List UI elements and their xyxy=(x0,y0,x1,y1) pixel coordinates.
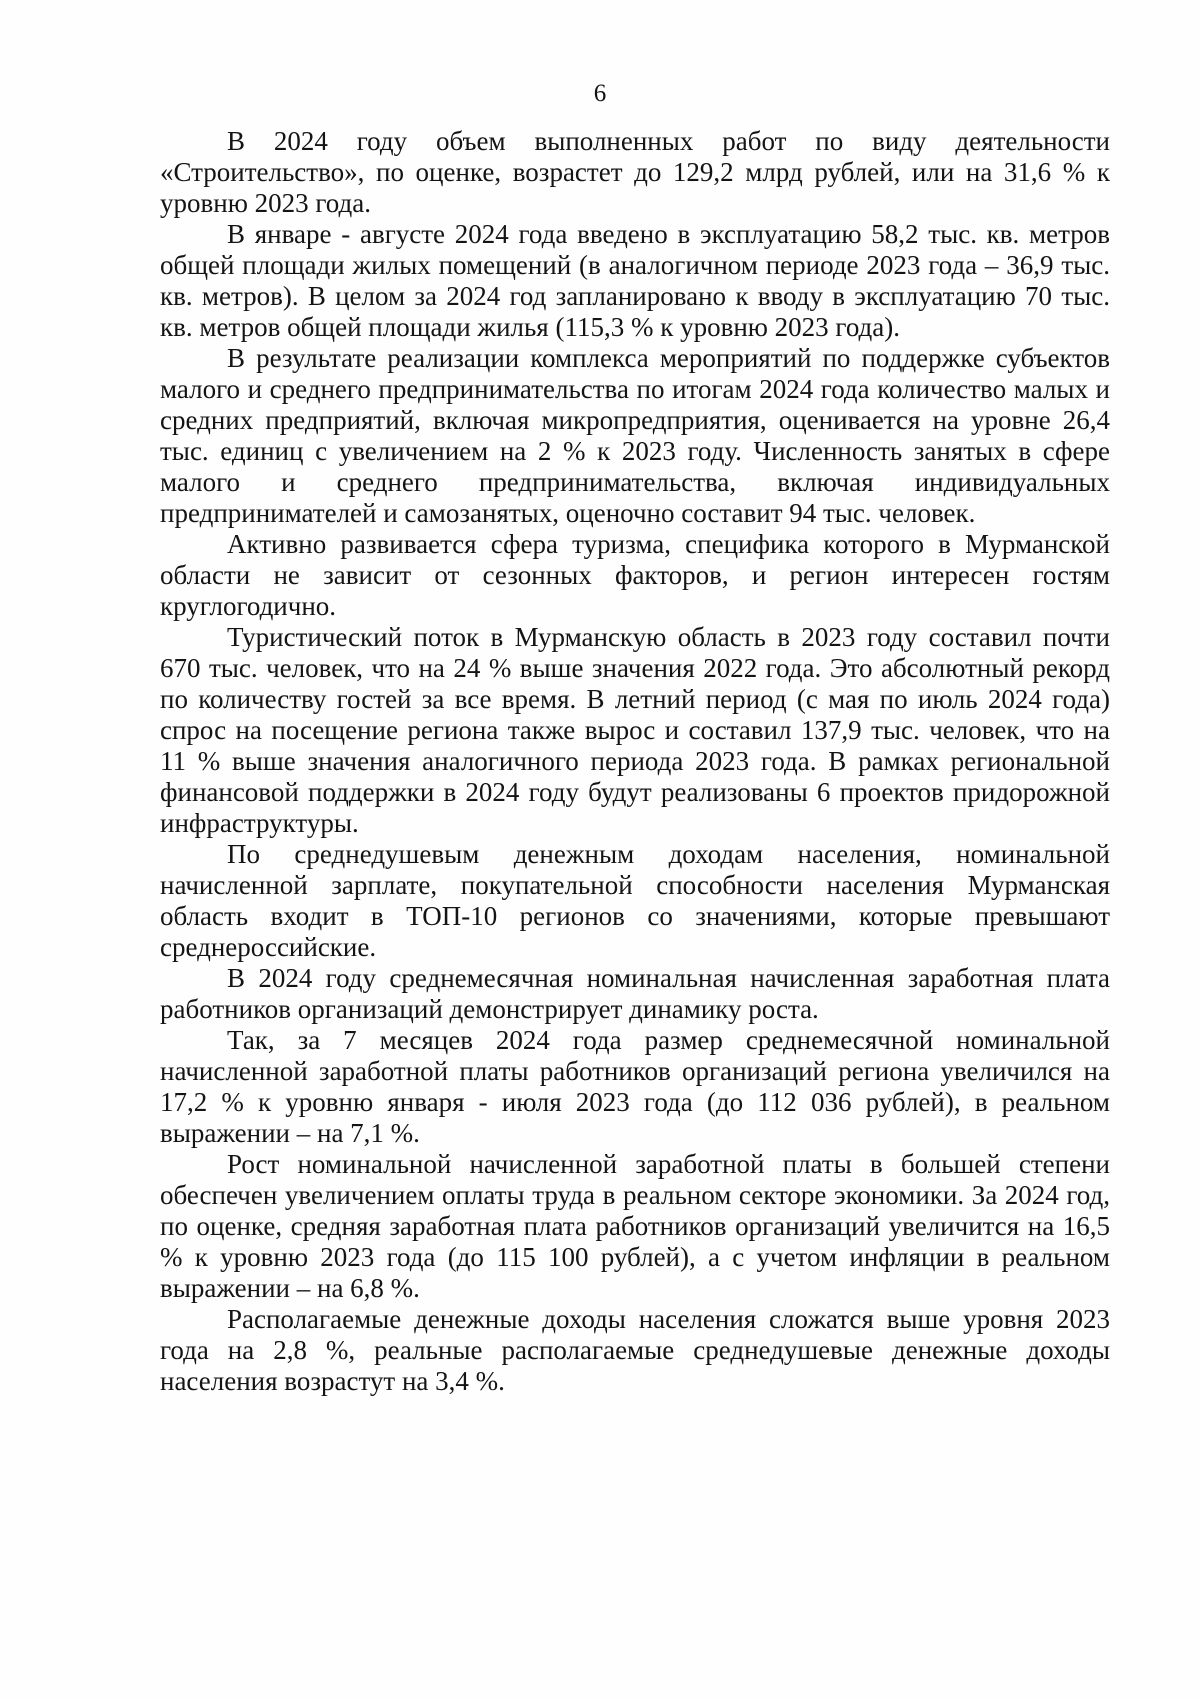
paragraph-wage-7-months: Так, за 7 месяцев 2024 года размер среднемесячной номинальной начисленной заработной платы работников организаций региона увеличился на 17,2 % к уровню января - июля 2023 года (до 112 036 рублей), в реальном выражении – на 7,1 %. xyxy=(160,1025,1110,1148)
paragraph-housing: В январе - августе 2024 года введено в эксплуатацию 58,2 тыс. кв. метров общей площади жилых помещений (в аналогичном периоде 2023 года – 36,9 тыс. кв. метров). В целом за 2024 год запланировано к вводу в эксплуатацию 70 тыс. кв. метров общей площади жилья (115,3 % к уровню 2023 года). xyxy=(160,219,1110,342)
paragraph-wage-dynamics: В 2024 году среднемесячная номинальная начисленная заработная плата работников организаций демонстрирует динамику роста. xyxy=(160,963,1110,1024)
paragraph-disposable-income: Располагаемые денежные доходы населения сложатся выше уровня 2023 года на 2,8 %, реальные располагаемые среднедушевые денежные доходы населения возрастут на 3,4 %. xyxy=(160,1304,1110,1396)
paragraph-tourism-intro: Активно развивается сфера туризма, специфика которого в Мурманской области не зависит от сезонных факторов, и регион интересен гостям круглогодично. xyxy=(160,529,1110,621)
paragraph-wage-growth: Рост номинальной начисленной заработной платы в большей степени обеспечен увеличением оплаты труда в реальном секторе экономики. За 2024 год, по оценке, средняя заработная плата работников организаций увеличится на 16,5 % к уровню 2023 года (до 115 100 рублей), а с учетом инфляции в реальном выражении – на 6,8 %. xyxy=(160,1149,1110,1303)
paragraph-tourist-flow: Туристический поток в Мурманскую область в 2023 году составил почти 670 тыс. человек, что на 24 % выше значения 2022 года. Это абсолютный рекорд по количеству гостей за все время. В летний период (с мая по июль 2024 года) спрос на посещение региона также вырос и составил 137,9 тыс. человек, что на 11 % выше значения аналогичного периода 2023 года. В рамках региональной финансовой поддержки в 2024 году будут реализованы 6 проектов придорожной инфраструктуры. xyxy=(160,622,1110,838)
paragraph-construction: В 2024 году объем выполненных работ по виду деятельности «Строительство», по оценке, возрастет до 129,2 млрд рублей, или на 31,6 % к уровню 2023 года. xyxy=(160,126,1110,218)
paragraph-small-business: В результате реализации комплекса мероприятий по поддержке субъектов малого и среднего предпринимательства по итогам 2024 года количество малых и средних предприятий, включая микропредприятия, оценивается на уровне 26,4 тыс. единиц с увеличением на 2 % к 2023 году. Численность занятых в сфере малого и среднего предпринимательства, включая индивидуальных предпринимателей и самозанятых, оценочно составит 94 тыс. человек. xyxy=(160,343,1110,528)
document-body xyxy=(160,126,1110,1397)
page-number: 6 xyxy=(593,80,607,107)
paragraph-income-ranking: По среднедушевым денежным доходам населения, номинальной начисленной зарплате, покупательной способности населения Мурманская область входит в ТОП-10 регионов со значениями, которые превышают среднероссийские. xyxy=(160,839,1110,962)
